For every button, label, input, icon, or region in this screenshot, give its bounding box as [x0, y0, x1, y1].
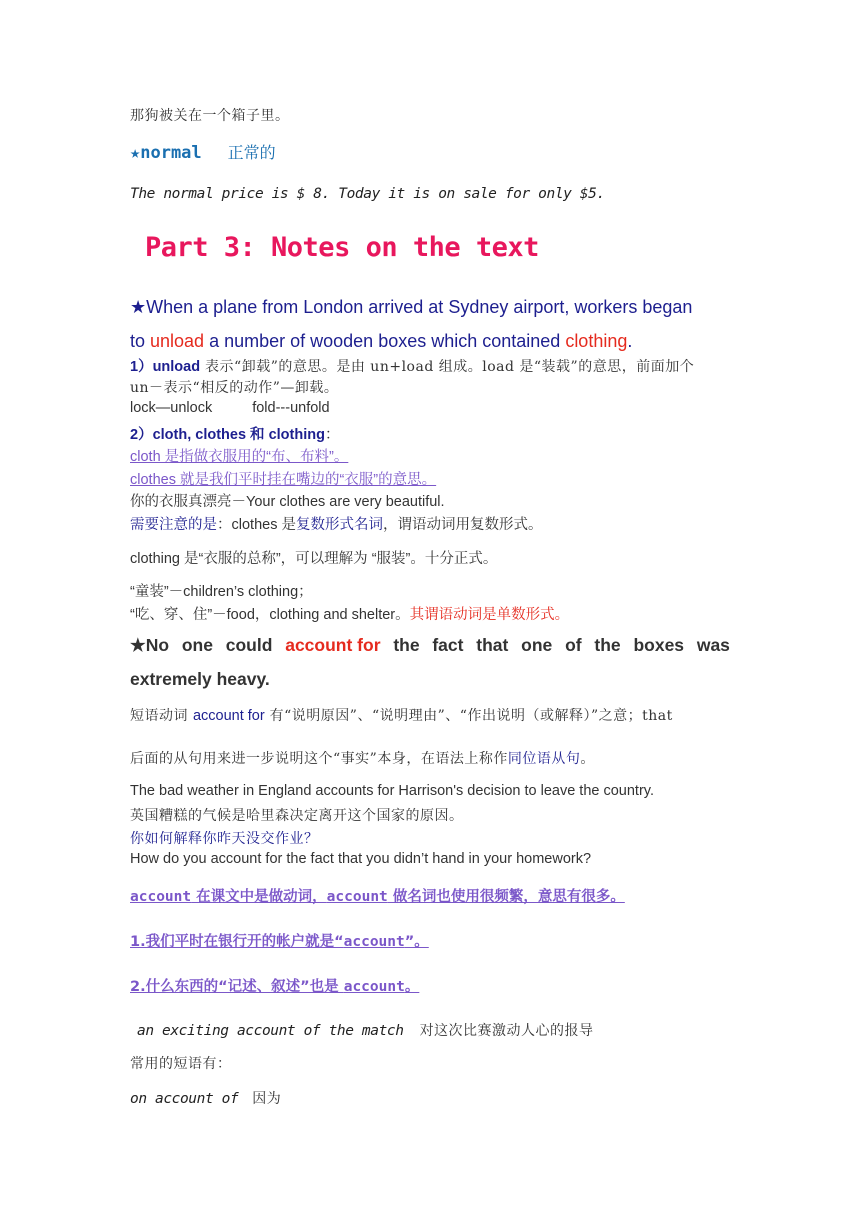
account-noun-note [130, 885, 625, 906]
text-span: account for [192, 708, 265, 724]
clothes-example: 你的衣服真漂亮－Your clothes are very beautiful. [130, 494, 445, 510]
text-span: 短语动词 [130, 708, 193, 724]
homework-example-zh: 你如何解释你昨天没交作业？ [130, 831, 319, 847]
keyword-clothing: clothing [565, 331, 628, 351]
note-number-unload: 1）unload [130, 359, 201, 375]
word: fact [432, 635, 464, 655]
phrase-on-account-of [130, 1088, 281, 1108]
text-span: “吃、穿、住”－food，clothing and shelter。 [130, 607, 410, 623]
clothes-plural-note [130, 513, 542, 534]
text-span: 因为 [252, 1091, 282, 1107]
part3-title: Part 3: Notes on the text [145, 232, 539, 263]
vocab-word-normal: ★normal [130, 143, 202, 163]
word: that [476, 635, 509, 655]
key-sentence-2-line1 [130, 635, 730, 656]
word: boxes [633, 635, 685, 655]
text-span: ”。 [404, 934, 429, 950]
note-unload-line1 [130, 355, 694, 376]
key-sentence-1-line2 [130, 331, 632, 352]
lock-fold-examples [130, 400, 330, 416]
text-span: 在课文中是做动词， [191, 889, 327, 905]
cloth-definition: cloth 是指做衣服用的“布、布料”。 [130, 449, 349, 465]
example-fold: fold---unfold [252, 400, 330, 416]
word: the [594, 635, 621, 655]
account-for-explanation [130, 705, 673, 725]
text-span: 。 [580, 751, 595, 767]
text-span: 同位语从句 [507, 751, 581, 767]
text-span: 表示“卸载”的意思。是由 un+load 组成。load 是“装载”的意思，前面加个 [200, 359, 695, 375]
text-span: 需要注意的是 [130, 517, 217, 533]
homework-example-en: How do you account for the fact that you didn’t hand in your homework? [130, 851, 592, 867]
text-span: account [343, 934, 405, 950]
exciting-account-example [137, 1020, 594, 1040]
text-span: account [343, 979, 405, 995]
sentence-dog-in-box: 那狗被关在一个箱子里。 [130, 108, 290, 124]
childrens-clothing-example: “童装”－children’s clothing； [130, 584, 313, 600]
text-span: to [130, 331, 151, 351]
text-span: account [326, 889, 388, 905]
text-span: an exciting account of the match [137, 1023, 404, 1039]
text-span: ： [324, 427, 340, 443]
vocab-heading-normal [130, 140, 276, 163]
text-span: a number of wooden boxes which contained [204, 331, 566, 351]
key-sentence-1-line1: ★When a plane from London arrived at Sydney airport, workers began [130, 297, 693, 317]
text-span: ，谓语动词用复数形式。 [382, 517, 543, 533]
weather-example-zh: 英国糟糕的气候是哈里森决定离开这个国家的原因。 [130, 808, 464, 824]
word: one [521, 635, 553, 655]
word: the [393, 635, 420, 655]
text-span: 后面的从句用来进一步说明这个“事实”本身，在语法上称作 [130, 751, 508, 767]
example-normal-price: The normal price is $ 8. Today it is on sale for only $5. [130, 186, 605, 202]
account-bank-meaning [130, 930, 429, 951]
text-span: 1.我们平时在银行开的帐户就是“ [130, 934, 344, 950]
keyword-unload: unload [150, 331, 205, 351]
appositive-clause-note [130, 748, 595, 768]
note-cloth-heading [130, 423, 339, 444]
clothing-definition: clothing 是“衣服的总称”，可以理解为 “服装”。十分正式。 [130, 551, 498, 567]
word: could [225, 635, 273, 655]
food-clothing-shelter-example [130, 603, 569, 624]
text-span: 对这次比赛激动人心的报导 [419, 1023, 594, 1039]
text-span: ：clothes 是 [217, 517, 296, 533]
note-unload-line2: un－表示“相反的动作”—卸载。 [130, 380, 339, 396]
common-phrases-heading: 常用的短语有： [130, 1056, 232, 1072]
clothes-definition: clothes 就是我们平时挂在嘴边的“衣服”的意思。 [130, 472, 437, 488]
account-description-meaning [130, 975, 419, 996]
key-sentence-2-line2: extremely heavy. [130, 669, 270, 689]
vocab-meaning-normal: 正常的 [227, 143, 276, 162]
text-span: 做名词也使用很频繁，意思有很多。 [387, 889, 625, 905]
text-span: 2）cloth, clothes 和 clothing [130, 427, 325, 443]
keyword-account-for: account for [285, 635, 381, 655]
text-span: 有“说明原因”、“说明理由”、“作出说明（或解释）”之意；that [264, 708, 673, 724]
text-span: 复数形式名词 [295, 517, 383, 533]
word: was [696, 635, 730, 655]
weather-example-en: The bad weather in England accounts for Harrison's decision to leave the country. [130, 783, 654, 799]
word: of [565, 635, 582, 655]
text-span: 。 [404, 979, 420, 995]
example-lock: lock—unlock [130, 400, 213, 416]
text-span: . [627, 331, 633, 351]
text-span: account [130, 889, 192, 905]
word: ★No [130, 635, 170, 655]
text-span: 2.什么东西的“记述、叙述”也是 [130, 979, 344, 995]
text-span: on account of [130, 1091, 239, 1107]
text-span: 其谓语动词是单数形式。 [409, 607, 570, 623]
word: one [181, 635, 213, 655]
